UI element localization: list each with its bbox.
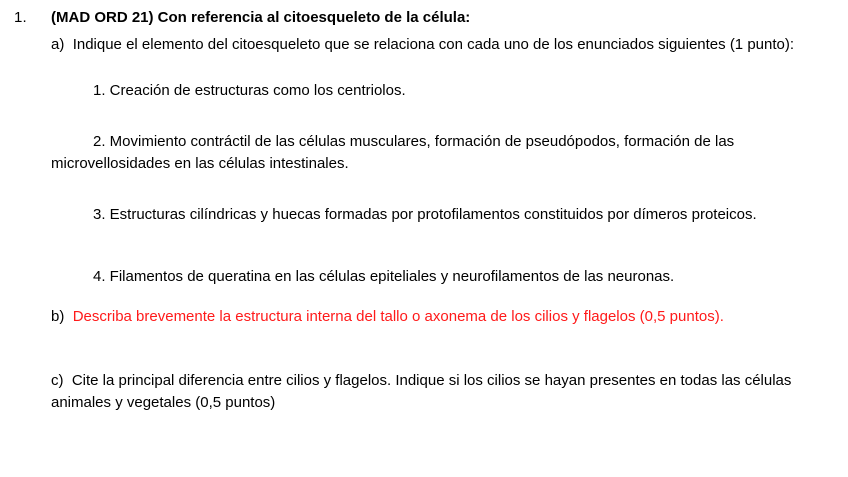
part-c-text: Cite la principal diferencia entre cilios y flagelos. Indique si los cilios se hayan presentes en todas las células animales y vegetales (0,5 puntos) bbox=[51, 372, 792, 411]
part-b-statement bbox=[51, 306, 831, 328]
part-c-statement bbox=[51, 370, 831, 414]
part-a-item-3: 3. Estructuras cilíndricas y huecas formadas por protofilamentos constituidos por dímeros proteicos. bbox=[93, 206, 757, 223]
part-a-label: a) bbox=[51, 36, 65, 53]
question-number: 1. bbox=[14, 9, 27, 26]
part-a-item-4: 4. Filamentos de queratina en las células epiteliales y neurofilamentos de las neuronas. bbox=[93, 268, 675, 285]
part-b-text: Describa brevemente la estructura interna del tallo o axonema de los cilios y flagelos (0,5 puntos). bbox=[72, 308, 724, 325]
part-a-statement bbox=[51, 34, 831, 56]
question-title: (MAD ORD 21) Con referencia al citoesqueleto de la célula: bbox=[51, 9, 471, 26]
part-c-label: c) bbox=[51, 372, 64, 389]
part-a-item-2: 2. Movimiento contráctil de las células musculares, formación de pseudópodos, formación de las microvellosidades en las células intestinales. bbox=[51, 133, 735, 172]
part-a-text: Indique el elemento del citoesqueleto que se relaciona con cada uno de los enunciados siguientes (1 punto): bbox=[72, 36, 795, 53]
part-a-item-1: 1. Creación de estructuras como los centriolos. bbox=[93, 82, 406, 99]
part-b-label: b) bbox=[51, 308, 65, 325]
